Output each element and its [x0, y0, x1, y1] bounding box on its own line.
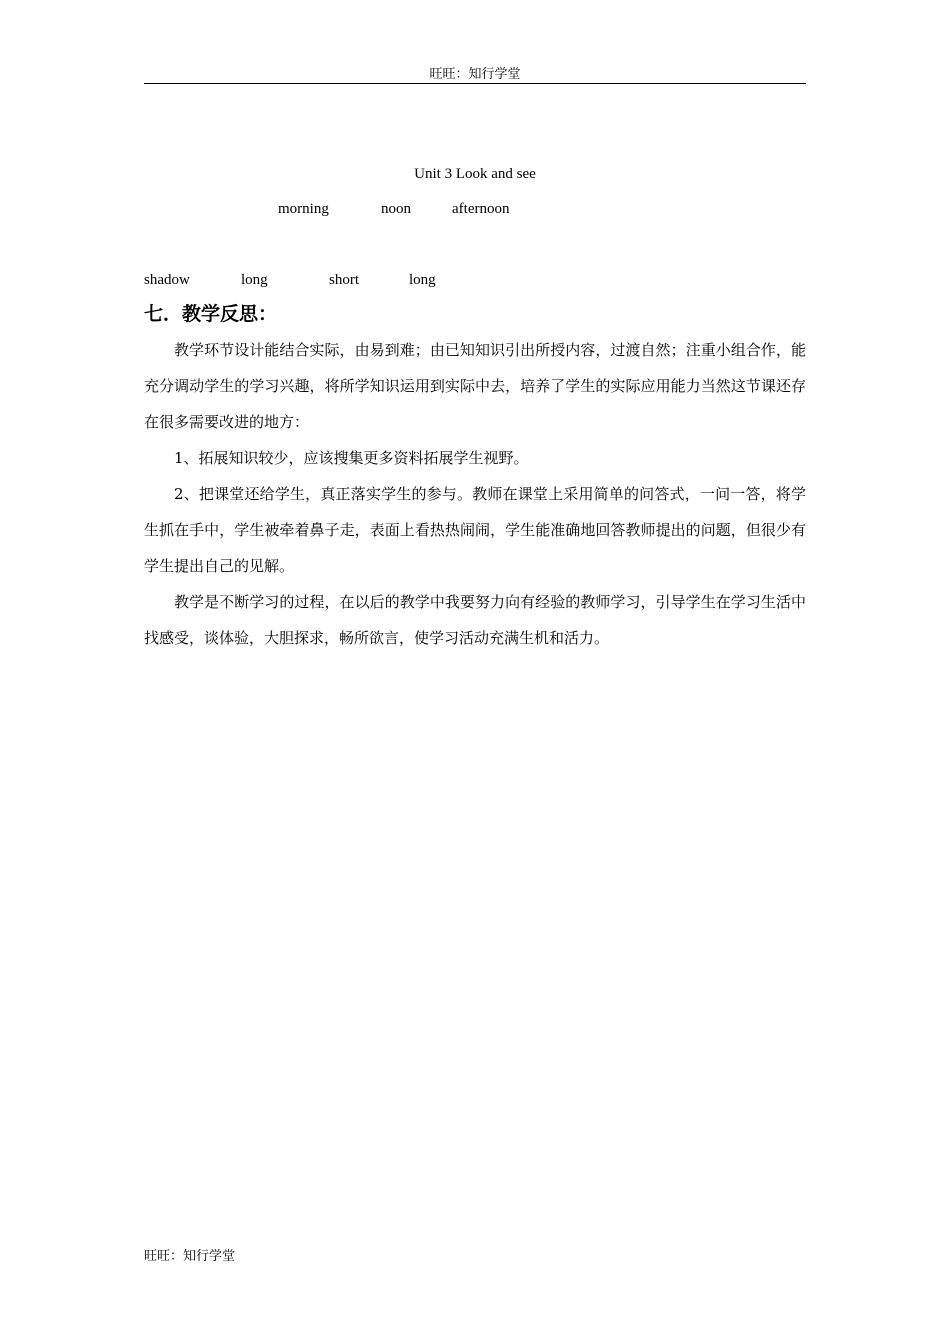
paragraph-conclusion: 教学是不断学习的过程，在以后的教学中我要努力向有经验的教师学习，引导学生在学习生活中找感受，谈体验，大胆探求，畅所欲言，使学习活动充满生机和活力。 — [144, 593, 806, 647]
shadow-word-long-2: long — [409, 272, 436, 288]
paragraph-summary: 教学环节设计能结合实际，由易到难；由已知知识引出所授内容，过渡自然；注重小组合作，能充分调动学生的学习兴趣，将所学知识运用到实际中去，培养了学生的实际应用能力当然这节课还存在很多需要改进的地方： — [144, 341, 806, 431]
paragraph-point-2: 2、把课堂还给学生，真正落实学生的参与。教师在课堂上采用简单的问答式，一问一答，将学生抓在手中，学生被牵着鼻子走，表面上看热热闹闹，学生能准确地回答教师提出的问题，但很少有学生提出自己的见解。 — [144, 485, 806, 575]
time-word-noon: noon — [381, 201, 411, 217]
time-word-afternoon: afternoon — [452, 201, 510, 217]
paragraph-point-1: 1、拓展知识较少，应该搜集更多资料拓展学生视野。 — [174, 449, 529, 467]
section-heading-reflection: 七．教学反思： — [144, 303, 278, 325]
time-word-morning: morning — [278, 201, 329, 217]
shadow-word-long-1: long — [241, 272, 268, 288]
shadow-word-short: short — [329, 272, 359, 288]
page-header: 旺旺：知行学堂 — [429, 67, 521, 82]
unit-title: Unit 3 Look and see — [414, 166, 536, 182]
page-footer: 旺旺：知行学堂 — [144, 1249, 236, 1264]
header-divider — [144, 83, 806, 84]
shadow-word: shadow — [144, 272, 190, 288]
